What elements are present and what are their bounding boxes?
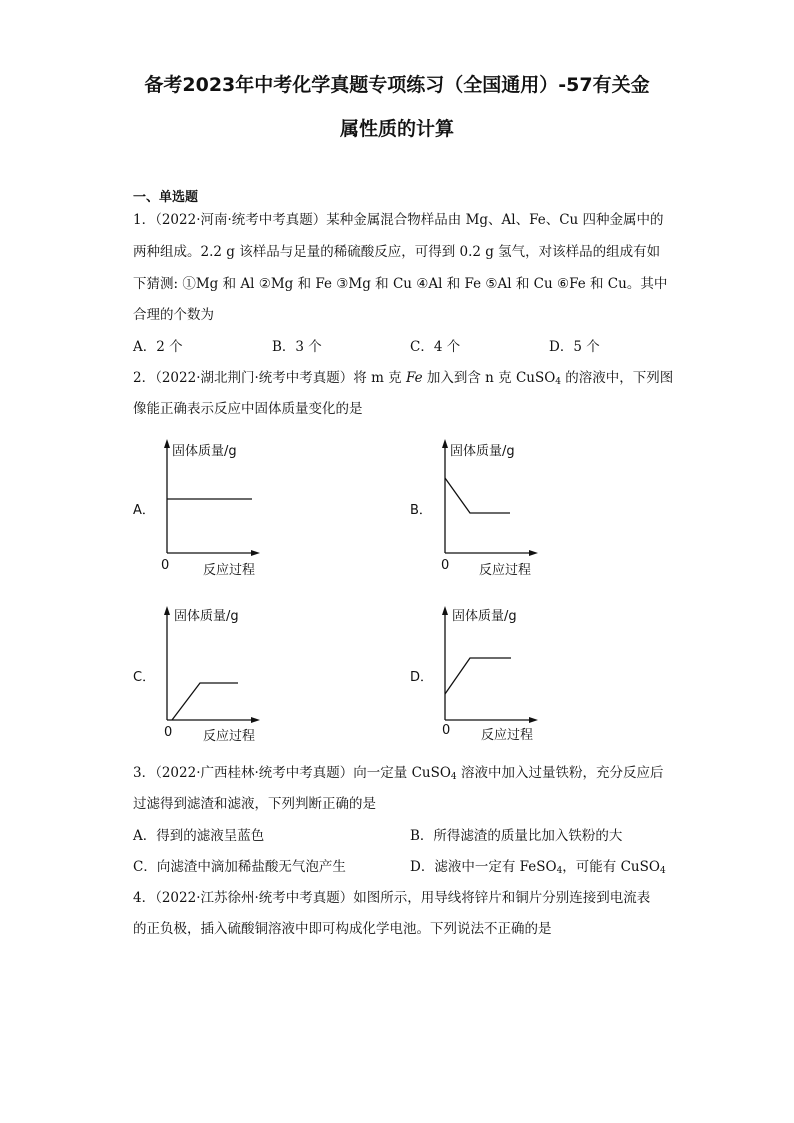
x-axis-arrow [529, 550, 538, 556]
q2-option-b-label[interactable]: B． [410, 503, 432, 518]
graph-a[interactable] [150, 436, 280, 581]
q1-line3: 下猜测: ①Mg 和 Al ②Mg 和 Fe ③Mg 和 Cu ④Al 和 Fe ⑤Al 和 Cu ⑥Fe 和 Cu。其中 [133, 276, 668, 292]
y-axis-arrow [164, 606, 170, 615]
x-label: 反应过程 [481, 728, 534, 743]
curve-d [445, 658, 511, 694]
q1-option-a[interactable]: A．2 个 [133, 339, 183, 355]
x-label: 反应过程 [203, 729, 256, 744]
graph-b[interactable] [428, 436, 558, 581]
q3-option-b[interactable]: B．所得滤渣的质量比加入铁粉的大 [410, 828, 623, 844]
q3-option-c[interactable]: C．向滤渣中滴加稀盐酸无气泡产生 [133, 859, 346, 875]
fe-symbol: Fe [405, 370, 423, 386]
q4-line2: 的正负极，插入硫酸铜溶液中即可构成化学电池。下列说法不正确的是 [133, 921, 552, 937]
q1-option-c[interactable]: C．4 个 [410, 339, 461, 355]
graph-c[interactable] [150, 603, 280, 748]
y-axis-arrow [442, 606, 448, 615]
x-axis-arrow [529, 717, 538, 723]
page-title-line1: 备考2023年中考化学真题专项练习（全国通用）-57有关金 [144, 74, 650, 96]
section-heading: 一、单选题 [133, 190, 199, 205]
y-label: 固体质量/g [172, 444, 237, 459]
q2-option-d-label[interactable]: D． [410, 670, 434, 685]
y-label: 固体质量/g [452, 609, 517, 624]
origin-label: 0 [442, 723, 451, 738]
q3-option-d[interactable]: D．滤液中一定有 FeSO$_4$，可能有 CuSO$_4$ [410, 859, 666, 876]
x-axis-arrow [251, 717, 260, 723]
origin-label: 0 [164, 725, 173, 740]
q4-line1: 4．（2022·江苏徐州·统考中考真题）如图所示，用导线将锌片和铜片分别连接到电流表 [133, 890, 651, 906]
q1-line4: 合理的个数为 [133, 307, 214, 323]
q2-line2: 像能正确表示反应中固体质量变化的是 [133, 401, 363, 417]
x-label: 反应过程 [203, 563, 256, 578]
q1-line2: 两种组成。2.2 g 该样品与足量的稀硫酸反应，可得到 0.2 g 氢气，对该样品的组成有如 [133, 244, 661, 260]
q1-line1: 1．（2022·河南·统考中考真题）某种金属混合物样品由 Mg、Al、Fe、Cu 四种金属中的 [133, 212, 664, 228]
q2-option-c-label[interactable]: C． [133, 670, 156, 685]
q3-line1: 3．（2022·广西桂林·统考中考真题）向一定量 CuSO$_4$ 溶液中加入过量铁粉，充分反应后 [133, 765, 664, 782]
q1-option-b[interactable]: B．3 个 [272, 339, 322, 355]
page-title-line2: 属性质的计算 [339, 118, 454, 140]
origin-label: 0 [441, 558, 450, 573]
q2-line1: 2．（2022·湖北荆门·统考中考真题）将 m 克 Fe 加入到含 n 克 CuSO$_4$ 的溶液中，下列图 [133, 370, 674, 387]
x-axis-arrow [251, 550, 260, 556]
y-label: 固体质量/g [450, 444, 515, 459]
curve-c [172, 683, 238, 720]
origin-label: 0 [161, 558, 170, 573]
q1-option-d[interactable]: D．5 个 [549, 339, 600, 355]
q3-line2: 过滤得到滤渣和滤液，下列判断正确的是 [133, 796, 376, 812]
curve-b [445, 478, 510, 513]
y-axis-arrow [164, 439, 170, 448]
graph-d[interactable] [428, 603, 558, 748]
x-label: 反应过程 [479, 563, 532, 578]
q3-option-a[interactable]: A．得到的滤液呈蓝色 [133, 828, 265, 844]
y-label: 固体质量/g [174, 609, 239, 624]
y-axis-arrow [442, 439, 448, 448]
q2-option-a-label[interactable]: A． [133, 503, 155, 518]
